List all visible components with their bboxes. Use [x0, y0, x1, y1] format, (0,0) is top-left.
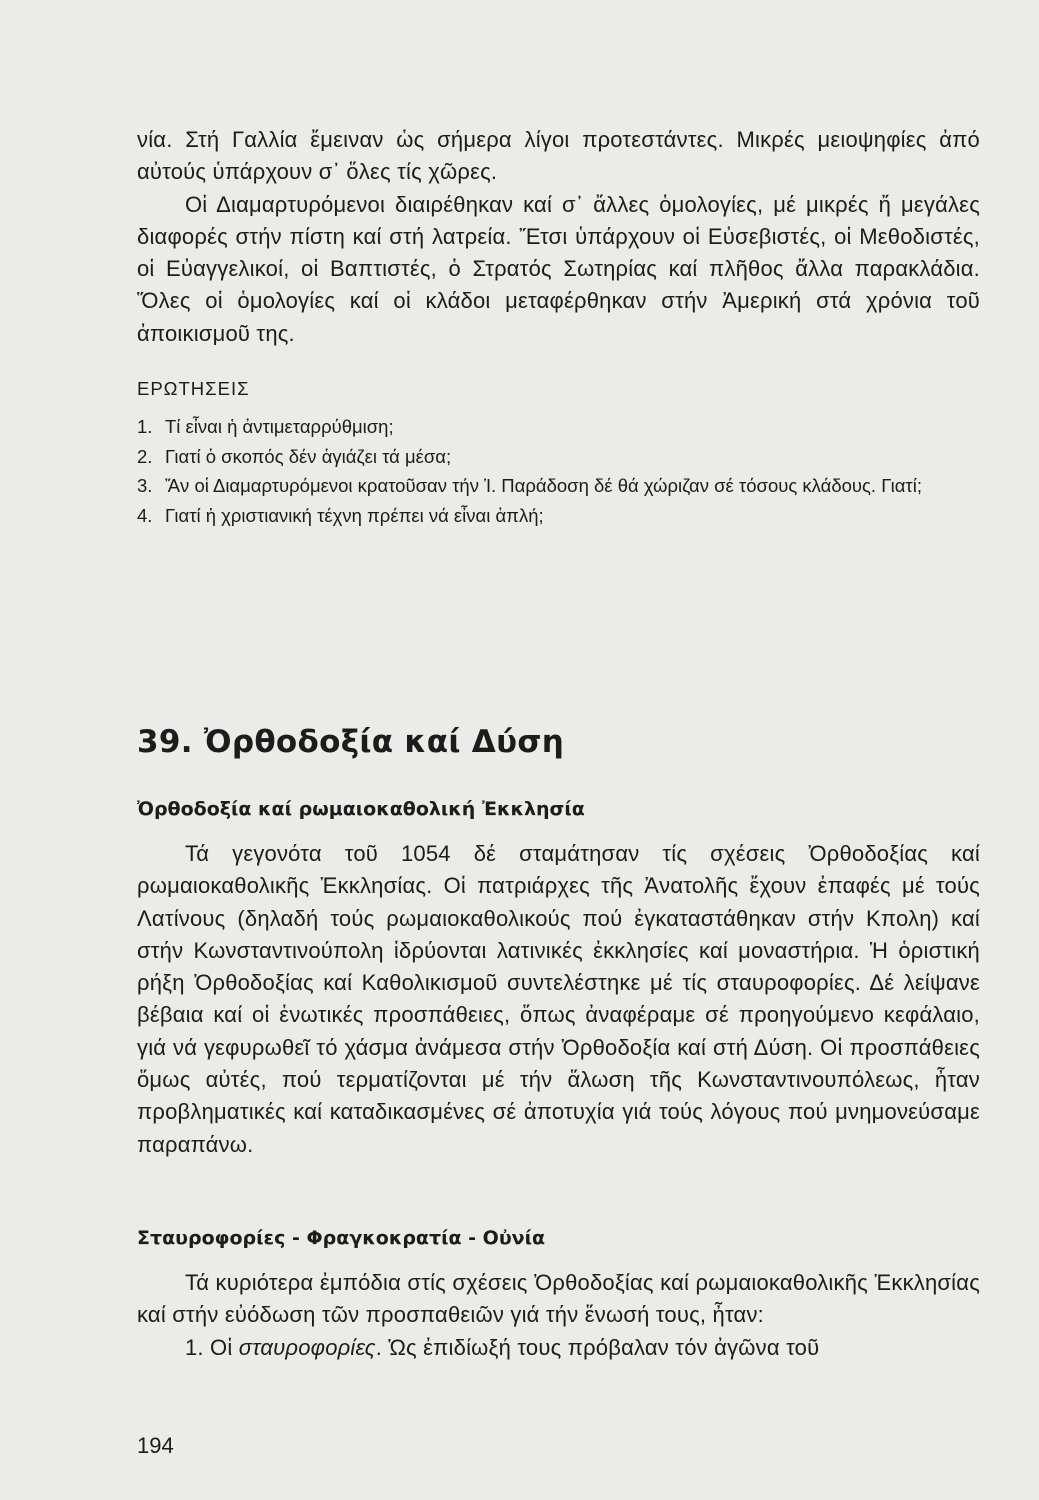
question-text: Γιατί ἡ χριστιανική τέχνη πρέπει νά εἶναι ἁπλή;	[165, 504, 544, 526]
section-orthodoxy-catholic	[137, 798, 980, 1161]
question-number: 1.	[137, 416, 153, 437]
question-number: 3.	[137, 475, 153, 496]
section-title: Σταυροφορίες - Φραγκοκρατία - Οὐνία	[137, 1227, 546, 1249]
section-crusades	[137, 1227, 980, 1364]
list-item-emphasis: σταυροφορίες	[238, 1334, 376, 1360]
continuation-block	[137, 124, 980, 350]
chapter-header	[137, 724, 980, 760]
section-title: Ὀρθοδοξία καί ρωμαιοκαθολική Ἐκκλησία	[137, 798, 585, 820]
section-paragraph: Τά κυριότερα ἐμπόδια στίς σχέσεις Ὀρθοδοξίας καί ρωμαιοκαθολικῆς Ἐκκλησίας καί στήν εὐόδωση τῶν προσπαθειῶν γιά τήν ἕνωσή τους, ἦταν:	[137, 1270, 980, 1328]
questions-block	[137, 378, 980, 530]
question-text: Ἄν οἱ Διαμαρτυρόμενοι κρατοῦσαν τήν Ἱ. Παράδοση δέ θά χώριζαν σέ τόσους κλάδους. Γιατί;	[165, 475, 922, 496]
question-number: 2.	[137, 445, 153, 467]
question-item	[137, 442, 980, 472]
question-item	[137, 412, 980, 442]
page-number: 194	[137, 1433, 174, 1458]
chapter-title: 39. Ὀρθοδοξία καί Δύση	[137, 724, 565, 760]
section-list-item	[137, 1332, 980, 1364]
question-text: Γιατί ὁ σκοπός δέν ἁγιάζει τά μέσα;	[165, 445, 452, 467]
continuation-paragraph-2: Οἱ Διαμαρτυρόμενοι διαιρέθηκαν καί σ᾽ ἄλλες ὁμολογίες, μέ μικρές ἤ μεγάλες διαφορές στήν πίστη καί στή λατρεία. Ἔτσι ὑπάρχουν οἱ Εὐσεβιστές, οἱ Μεθοδιστές, οἱ Εὐαγγελικοί, οἱ Βαπτιστές, ὁ Στρατός Σωτηρίας καί πλῆθος ἄλλα παρακλάδια. Ὅλες οἱ ὁμολογίες καί οἱ κλάδοι μεταφέρθηκαν στήν Ἀμερική στά χρόνια τοῦ ἀποικισμοῦ της.	[137, 191, 980, 346]
question-item	[137, 471, 980, 501]
question-item	[137, 501, 980, 531]
continuation-paragraph-1: νία. Στή Γαλλία ἔμειναν ὡς σήμερα λίγοι προτεστάντες. Μικρές μειοψηφίες ἀπό αὐτούς ὑπάρχουν σ᾽ ὅλες τίς χῶρες.	[137, 127, 980, 185]
question-number: 4.	[137, 504, 153, 526]
question-text: Τί εἶναι ἡ ἀντιμεταρρύθμιση;	[165, 416, 394, 437]
list-item-prefix: 1. Οἱ	[185, 1334, 239, 1360]
questions-heading: ΕΡΩΤΗΣΕΙΣ	[137, 378, 250, 399]
section-paragraph: Τά γεγονότα τοῦ 1054 δέ σταμάτησαν τίς σχέσεις Ὀρθοδοξίας καί ρωμαιοκαθολικῆς Ἐκκλησίας. Οἱ πατριάρχες τῆς Ἀνατολῆς ἔχουν ἐπαφές μέ τούς Λατίνους (δηλαδή τούς ρωμαιοκαθολικούς πού ἐγκαταστάθηκαν στήν Κπολη) καί στήν Κωνσταντινούπολη ἱδρύονται λατινικές ἐκκλησίες καί μοναστήρια. Ἡ ὁριστική ρήξη Ὀρθοδοξίας καί Καθολικισμοῦ συντελέστηκε μέ τίς σταυροφορίες. Δέ λείψανε βέβαια καί οἱ ἑνωτικές προσπάθειες, ὅπως ἀναφέραμε σέ προηγούμενο κεφάλαιο, γιά νά γεφυρωθεῖ τό χάσμα ἀνάμεσα στήν Ὀρθοδοξία καί στή Δύση. Οἱ προσπάθειες ὅμως αὐτές, πού τερματίζονται μέ τήν ἅλωση τῆς Κωνσταντινουπόλεως, ἦταν προβληματικές καί καταδικασμένες σέ ἀποτυχία γιά τούς λόγους πού μνημονεύσαμε παραπάνω.	[137, 841, 980, 1157]
list-item-text: . Ὡς ἐπιδίωξή τους πρόβαλαν τόν ἀγῶνα τοῦ	[375, 1334, 820, 1360]
questions-list	[137, 412, 980, 530]
